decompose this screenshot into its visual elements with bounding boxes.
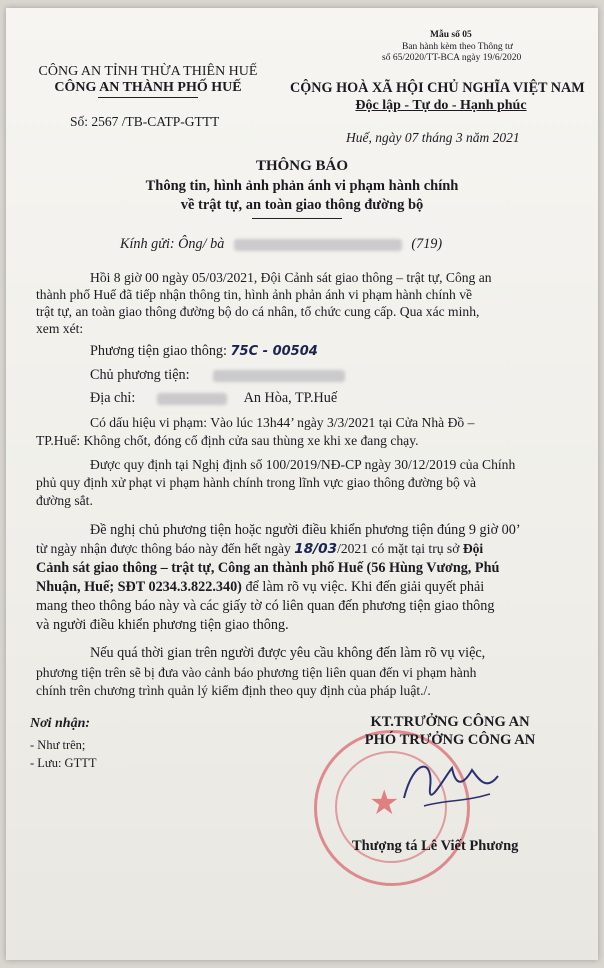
request-line2-part3: /2021 có mặt tại trụ sở (337, 541, 463, 556)
vehicle-label: Phương tiện giao thông: (90, 343, 227, 359)
greeting-label: Kính gửi: Ông/ bà (120, 236, 225, 252)
recipient-item: - Như trên; (30, 738, 86, 752)
owner-row (90, 366, 345, 385)
redacted-recipient (234, 239, 402, 251)
request-deadline-handwritten: 18/03 (294, 541, 338, 557)
signature-role2: PHÓ TRƯỞNG CÔNG AN (364, 732, 536, 748)
greeting-tail: (719) (411, 236, 443, 252)
address-tail: An Hòa, TP.Huế (243, 390, 338, 406)
request-line4 (36, 578, 484, 597)
request-line5: mang theo thông báo này và các giấy tờ có liên quan đến phương tiện giao thông (36, 598, 495, 614)
request-line4-bold: Nhuận, Huế; SĐT 0234.3.822.340) (36, 579, 242, 595)
para1-line3: trật tự, an toàn giao thông đường bộ do cá nhân, tổ chức cung cấp. Qua xác minh, (36, 304, 480, 319)
star-icon: ★ (369, 785, 400, 822)
document-subtitle1: Thông tin, hình ảnh phản ánh vi phạm hành chính (145, 178, 459, 194)
document-number: Số: 2567 /TB-CATP-GTTT (70, 114, 220, 129)
greeting (120, 235, 442, 254)
warning-line3: chính trên chương trình quản lý kiểm định theo quy định của pháp luật./. (36, 683, 431, 698)
form-issued-line2: số 65/2020/TT-BCA ngày 19/6/2020 (382, 53, 522, 63)
title-underline (252, 218, 342, 219)
address-label: Địa chỉ: (90, 390, 136, 406)
issuer-line1: CÔNG AN TỈNH THỪA THIÊN HUẾ (38, 64, 258, 79)
request-line6: và người điều khiển phương tiện giao thông. (36, 617, 289, 633)
handwritten-signature (394, 748, 504, 818)
request-line1: Đề nghị chủ phương tiện hoặc người điều khiển phương tiện đúng 9 giờ 00’ (90, 522, 521, 538)
document-title: THÔNG BÁO (255, 158, 349, 174)
issuer-line2: CÔNG AN THÀNH PHỐ HUẾ (54, 80, 242, 95)
document-date: Huế, ngày 07 tháng 3 năm 2021 (346, 130, 520, 145)
redacted-owner (213, 370, 345, 382)
para1-line4: xem xét: (36, 321, 84, 336)
warning-line1: Nếu quá thời gian trên người được yêu cầu không đến làm rõ vụ việc, (90, 645, 486, 661)
document-subtitle2: về trật tự, an toàn giao thông đường bộ (180, 197, 424, 213)
recipients-title: Nơi nhận: (30, 716, 91, 731)
violation-line1: Có dấu hiệu vi phạm: Vào lúc 13h44’ ngày 3/3/2021 tại Cửa Nhà Đồ – (90, 415, 475, 430)
recipient-item: - Lưu: GTTT (30, 756, 97, 770)
para1-line2: thành phố Huế đã tiếp nhận thông tin, hình ảnh phản ánh vi phạm hành chính về (36, 287, 473, 302)
request-line2 (36, 540, 483, 558)
owner-label: Chủ phương tiện: (90, 367, 190, 383)
para1-line1: Hồi 8 giờ 00 ngày 05/03/2021, Đội Cảnh sát giao thông – trật tự, Công an (90, 270, 492, 285)
decree-line1: Được quy định tại Nghị định số 100/2019/NĐ-CP ngày 30/12/2019 của Chính (90, 457, 516, 472)
signature-role1: KT.TRƯỞNG CÔNG AN (370, 714, 530, 730)
document-page (6, 8, 598, 960)
violation-line2: TP.Huế: Không chốt, đóng cố định cửa sau thùng xe khi xe đang chạy. (36, 433, 419, 448)
national-motto: Độc lập - Tự do - Hạnh phúc (355, 98, 527, 113)
request-line2-bold: Đội (462, 541, 484, 556)
decree-line3: đường sắt. (36, 493, 93, 508)
signatory-name: Thượng tá Lê Viết Phương (352, 838, 519, 854)
decree-line2: phủ quy định xử phạt vi phạm hành chính trong lĩnh vực giao thông đường bộ và (36, 475, 477, 490)
redacted-address (157, 393, 227, 405)
vehicle-plate: 75C - 00504 (230, 344, 318, 359)
form-code: Mẫu số 05 (430, 30, 472, 40)
request-line4-rest: để làm rõ vụ việc. Khi đến giải quyết phải (241, 579, 485, 595)
request-line3: Cảnh sát giao thông – trật tự, Công an thành phố Huế (56 Hùng Vương, Phú (36, 560, 500, 576)
warning-line2: phương tiện trên sẽ bị đưa vào cảnh báo phương tiện liên quan đến vi phạm hành (36, 665, 477, 680)
address-row (90, 389, 337, 408)
form-issued-line1: Ban hành kèm theo Thông tư (402, 42, 513, 52)
national-title: CỘNG HOÀ XÃ HỘI CHỦ NGHĨA VIỆT NAM (290, 80, 585, 96)
vehicle-row (90, 342, 318, 362)
issuer-underline (98, 97, 198, 98)
request-line2-part1: từ ngày nhận được thông báo này đến hết ngày (36, 541, 295, 556)
